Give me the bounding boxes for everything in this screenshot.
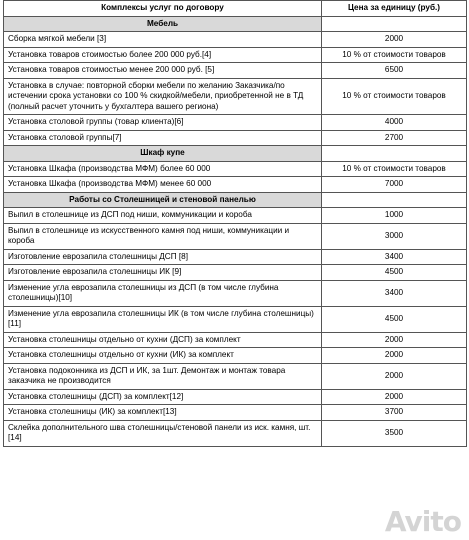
table-row	[4, 405, 467, 421]
service-name: Изготовление еврозапила столешницы ДСП [8]	[4, 249, 322, 265]
service-price: 2000	[322, 332, 467, 348]
service-price: 2000	[322, 32, 467, 48]
section-empty-cell	[322, 16, 467, 32]
table-row	[4, 208, 467, 224]
service-name: Выпил в столешнице из ДСП под ниши, коммуникации и короба	[4, 208, 322, 224]
service-name: Установка столешницы отдельно от кухни (ИК) за комплект	[4, 348, 322, 364]
service-price: 3400	[322, 280, 467, 306]
table-row	[4, 130, 467, 146]
table-row	[4, 389, 467, 405]
services-price-table	[3, 0, 467, 447]
section-title: Мебель	[4, 16, 322, 32]
service-name: Установка столешницы (ИК) за комплект[13]	[4, 405, 322, 421]
service-name: Установка Шкафа (производства МФМ) менее 60 000	[4, 177, 322, 193]
table-row	[4, 348, 467, 364]
service-price: 2000	[322, 389, 467, 405]
service-name: Склейка дополнительного шва столешницы/стеновой панели из иск. камня, шт.[14]	[4, 420, 322, 446]
service-price: 2700	[322, 130, 467, 146]
section-title: Шкаф купе	[4, 146, 322, 162]
service-name: Изменение угла еврозапила столешницы ИК (в том числе глубина столешницы)[11]	[4, 306, 322, 332]
service-name: Установка подоконника из ДСП и ИК, за 1шт. Демонтаж и монтаж товара заказчика не производится	[4, 363, 322, 389]
service-price: 4000	[322, 115, 467, 131]
table-row	[4, 223, 467, 249]
table-header-row	[4, 1, 467, 17]
service-name: Установка в случае: повторной сборки мебели по желанию Заказчика/по истечении срока установки со 100 % скидкой/мебели, приобретенной не в ТД (полный расчет уточнить у бухгалтера вашего региона)	[4, 78, 322, 115]
service-price: 3700	[322, 405, 467, 421]
table-row	[4, 249, 467, 265]
service-name: Установка столешницы отдельно от кухни (ДСП) за комплект	[4, 332, 322, 348]
table-row	[4, 363, 467, 389]
table-row	[4, 47, 467, 63]
table-row	[4, 265, 467, 281]
service-name: Сборка мягкой мебели [3]	[4, 32, 322, 48]
service-price: 4500	[322, 265, 467, 281]
table-row	[4, 63, 467, 79]
service-price: 2000	[322, 348, 467, 364]
service-price: 3000	[322, 223, 467, 249]
service-name: Установка товаров стоимостью менее 200 000 руб. [5]	[4, 63, 322, 79]
section-header-row	[4, 146, 467, 162]
table-row	[4, 177, 467, 193]
service-name: Выпил в столешнице из искусственного камня под ниши, коммуникации и короба	[4, 223, 322, 249]
service-name: Установка столовой группы (товар клиента)[6]	[4, 115, 322, 131]
table-row	[4, 32, 467, 48]
section-empty-cell	[322, 146, 467, 162]
service-price: 10 % от стоимости товаров	[322, 161, 467, 177]
table-row	[4, 78, 467, 115]
section-empty-cell	[322, 192, 467, 208]
table-row	[4, 306, 467, 332]
service-name: Изготовление еврозапила столешницы ИК [9]	[4, 265, 322, 281]
section-title: Работы со Столешницей и стеновой панелью	[4, 192, 322, 208]
service-name: Установка столешницы (ДСП) за комплект[12]	[4, 389, 322, 405]
header-price: Цена за единицу (руб.)	[322, 1, 467, 17]
header-services: Комплексы услуг по договору	[4, 1, 322, 17]
service-price: 7000	[322, 177, 467, 193]
table-row	[4, 115, 467, 131]
service-price: 2000	[322, 363, 467, 389]
service-price: 3500	[322, 420, 467, 446]
table-row	[4, 161, 467, 177]
service-name: Установка столовой группы[7]	[4, 130, 322, 146]
table-row	[4, 420, 467, 446]
table-row	[4, 280, 467, 306]
service-price: 3400	[322, 249, 467, 265]
table-row	[4, 332, 467, 348]
service-name: Установка товаров стоимостью более 200 000 руб.[4]	[4, 47, 322, 63]
service-name: Установка Шкафа (производства МФМ) более 60 000	[4, 161, 322, 177]
section-header-row	[4, 192, 467, 208]
section-header-row	[4, 16, 467, 32]
service-price: 6500	[322, 63, 467, 79]
avito-watermark: Avito	[384, 505, 461, 538]
service-price: 10 % от стоимости товаров	[322, 78, 467, 115]
service-price: 10 % от стоимости товаров	[322, 47, 467, 63]
service-price: 1000	[322, 208, 467, 224]
service-price: 4500	[322, 306, 467, 332]
service-name: Изменение угла еврозапила столешницы из ДСП (в том числе глубина столешницы)[10]	[4, 280, 322, 306]
